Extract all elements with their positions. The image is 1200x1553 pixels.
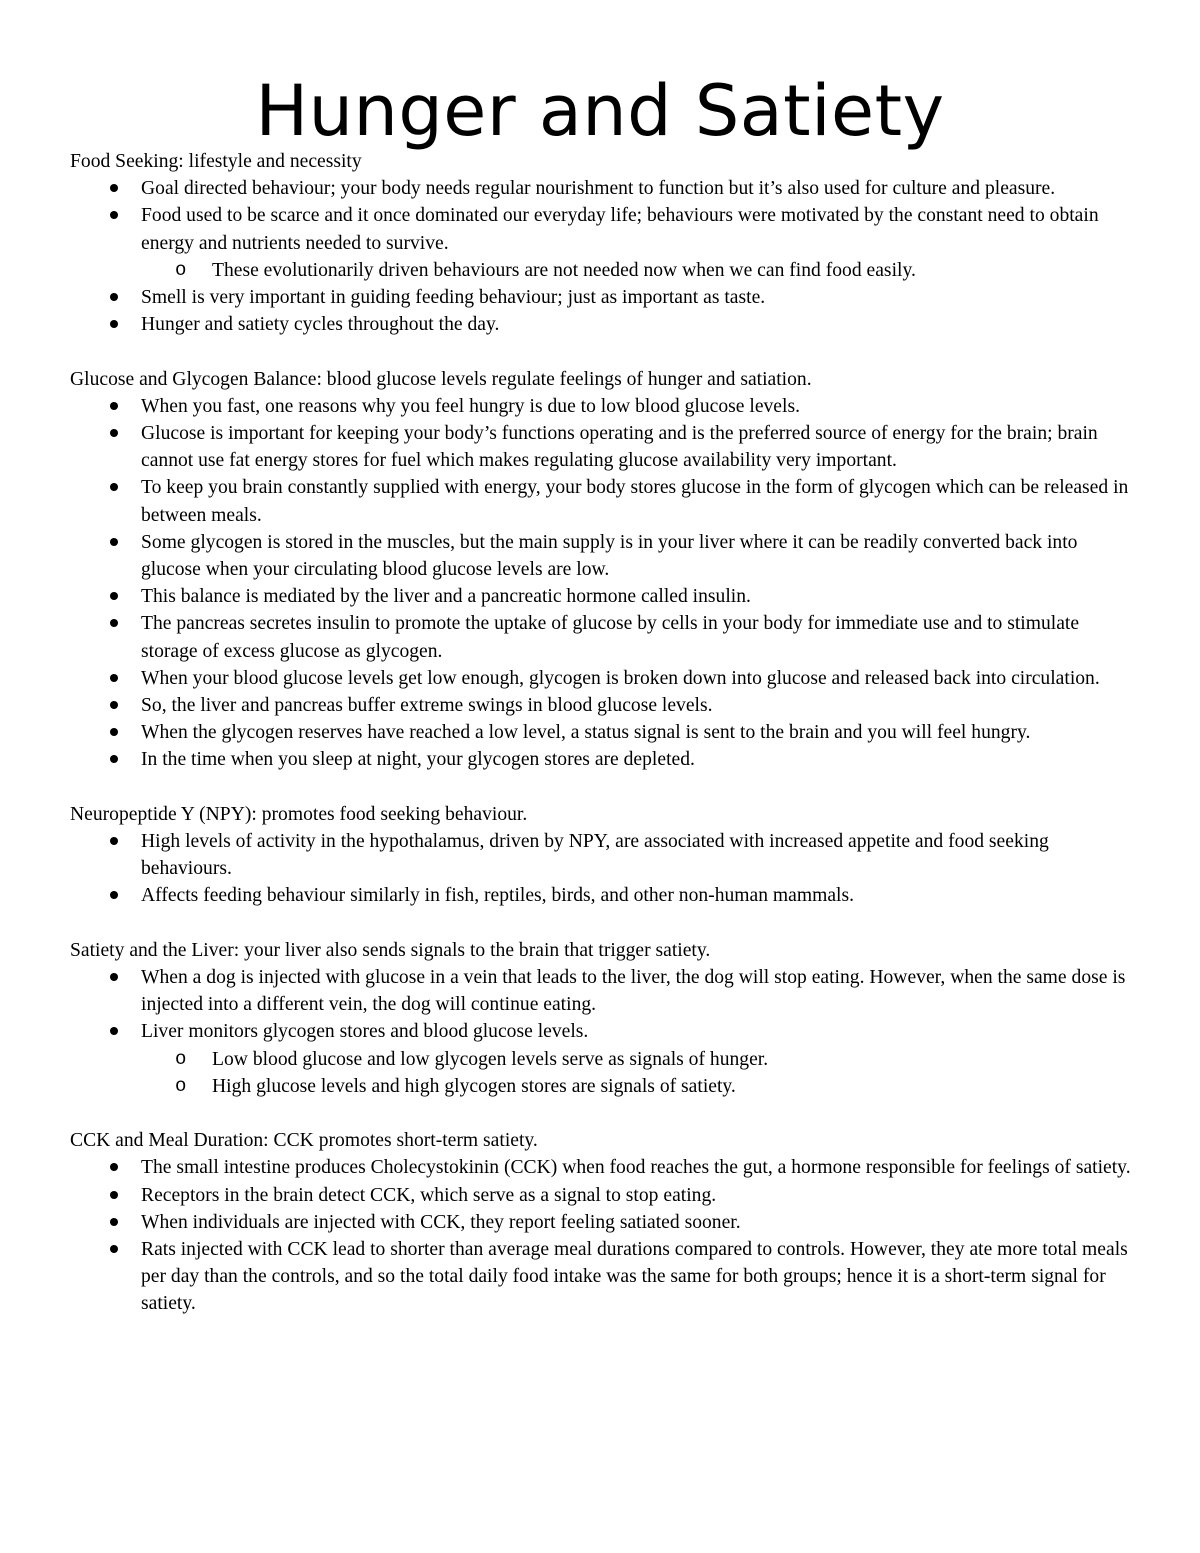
document-title: Hunger and Satiety [255,70,945,152]
list-item [70,746,1140,773]
list-item-text: Smell is very important in guiding feeding behaviour; just as important as taste. [141,287,766,309]
list-item [70,311,1140,338]
list-item [70,828,1140,882]
section-heading: Neuropeptide Y (NPY): promotes food seeking behaviour. [70,803,528,825]
list-item-text: Food used to be scarce and it once dominated our everyday life; behaviours were motivated by the constant need to obtain energy and nutrients needed to survive. [141,205,1099,254]
section [70,366,1140,774]
bullet-list [70,1154,1140,1317]
list-item-text: Affects feeding behaviour similarly in fish, reptiles, birds, and other non-human mammals. [141,885,855,907]
list-item-text: To keep you brain constantly supplied with energy, your body stores glucose in the form of glycogen which can be released in between meals. [141,477,1129,526]
bullet-icon [110,701,118,709]
bullet-icon [110,1027,118,1035]
list-item-text: Receptors in the brain detect CCK, which serve as a signal to stop eating. [141,1184,717,1206]
bullet-icon [110,728,118,736]
list-item-text: Liver monitors glycogen stores and blood glucose levels. [141,1021,589,1043]
list-item-text: When individuals are injected with CCK, they report feeling satiated sooner. [141,1211,741,1233]
bullet-icon [110,619,118,627]
bullet-icon [110,402,118,410]
sub-bullet-list [141,1046,1140,1100]
list-item [70,610,1140,664]
circle-bullet-icon: o [175,258,187,281]
bullet-icon [110,320,118,328]
bullet-icon [110,538,118,546]
bullet-icon [110,184,118,192]
list-item [70,420,1140,474]
list-item [70,474,1140,528]
list-item [70,1182,1140,1209]
list-item-text: This balance is mediated by the liver and a pancreatic hormone called insulin. [141,586,751,608]
list-item [70,393,1140,420]
sub-list-item-text: High glucose levels and high glycogen stores are signals of satiety. [212,1075,736,1097]
list-item-text: Some glycogen is stored in the muscles, but the main supply is in your liver where it can be readily converted back into glucose when your circulating blood glucose levels are low. [141,531,1078,581]
list-item-text: Glucose is important for keeping your body’s functions operating and is the preferred source of energy for the brain; brain cannot use fat energy stores for fuel which makes regulating glucose availability very important. [141,423,1098,472]
bullet-list [70,964,1140,1100]
bullet-icon [110,483,118,491]
bullet-icon [110,1191,118,1199]
sub-list-item-text: Low blood glucose and low glycogen levels serve as signals of hunger. [212,1048,769,1070]
bullet-icon [110,211,118,219]
list-item [70,964,1140,1018]
list-item [70,583,1140,610]
bullet-list [70,175,1140,338]
bullet-icon [110,891,118,899]
circle-bullet-icon: o [175,1074,187,1097]
sub-list-item [141,1046,1140,1073]
list-item-text: The small intestine produces Cholecystokinin (CCK) when food reaches the gut, a hormone responsible for feelings of satiety. [141,1157,1131,1179]
sub-bullet-list [141,257,1140,284]
list-item [70,529,1140,583]
bullet-icon [110,1218,118,1226]
section-heading: CCK and Meal Duration: CCK promotes short-term satiety. [70,1130,538,1152]
list-item-text: The pancreas secretes insulin to promote the uptake of glucose by cells in your body for immediate use and to stimulate storage of excess glucose as glycogen. [141,613,1080,662]
section-heading: Glucose and Glycogen Balance: blood glucose levels regulate feelings of hunger and satiation. [70,368,812,390]
list-item-text: When you fast, one reasons why you feel hungry is due to low blood glucose levels. [141,395,800,417]
sub-list-item [141,257,1140,284]
bullet-icon [110,973,118,981]
list-item-text: So, the liver and pancreas buffer extreme swings in blood glucose levels. [141,695,713,717]
bullet-icon [110,429,118,437]
list-item-text: When the glycogen reserves have reached a low level, a status signal is sent to the brain and you will feel hungry. [141,722,1031,744]
list-item [70,692,1140,719]
bullet-icon [110,592,118,600]
list-item-text: Goal directed behaviour; your body needs regular nourishment to function but it’s also used for culture and pleasure. [141,178,1056,200]
sub-list-item [141,1073,1140,1100]
bullet-list [70,828,1140,910]
sub-list-item-text: These evolutionarily driven behaviours are not needed now when we can find food easily. [212,259,916,281]
document-body [70,148,1140,1345]
list-item [70,1154,1140,1181]
list-item-text: Rats injected with CCK lead to shorter than average meal durations compared to controls. However, they ate more total meals per day than the controls, and so the total daily food intake was the same for both groups; hence it is a short-term signal for satiety. [141,1239,1128,1315]
bullet-icon [110,293,118,301]
list-item [70,175,1140,202]
list-item [70,882,1140,909]
bullet-icon [110,837,118,845]
bullet-icon [110,674,118,682]
circle-bullet-icon: o [175,1047,187,1070]
bullet-list [70,393,1140,774]
bullet-icon [110,1163,118,1171]
list-item [70,719,1140,746]
section [70,801,1140,910]
list-item-text: When your blood glucose levels get low enough, glycogen is broken down into glucose and released back into circulation. [141,667,1100,689]
section-heading: Food Seeking: lifestyle and necessity [70,151,362,172]
list-item-text: High levels of activity in the hypothalamus, driven by NPY, are associated with increased appetite and food seeking behaviours. [141,831,1049,880]
section [70,148,1140,338]
list-item [70,1209,1140,1236]
bullet-icon [110,755,118,763]
list-item [70,284,1140,311]
section-heading: Satiety and the Liver: your liver also sends signals to the brain that trigger satiety. [70,939,711,961]
list-item-text: Hunger and satiety cycles throughout the day. [141,314,500,336]
list-item [70,1018,1140,1100]
list-item [70,1236,1140,1318]
section [70,1127,1140,1317]
section [70,937,1140,1100]
list-item-text: When a dog is injected with glucose in a vein that leads to the liver, the dog will stop eating. However, when the same dose is injected into a different vein, the dog will continue eating. [141,967,1126,1016]
bullet-icon [110,1245,118,1253]
list-item-text: In the time when you sleep at night, your glycogen stores are depleted. [141,749,695,771]
list-item [70,202,1140,284]
list-item [70,665,1140,692]
